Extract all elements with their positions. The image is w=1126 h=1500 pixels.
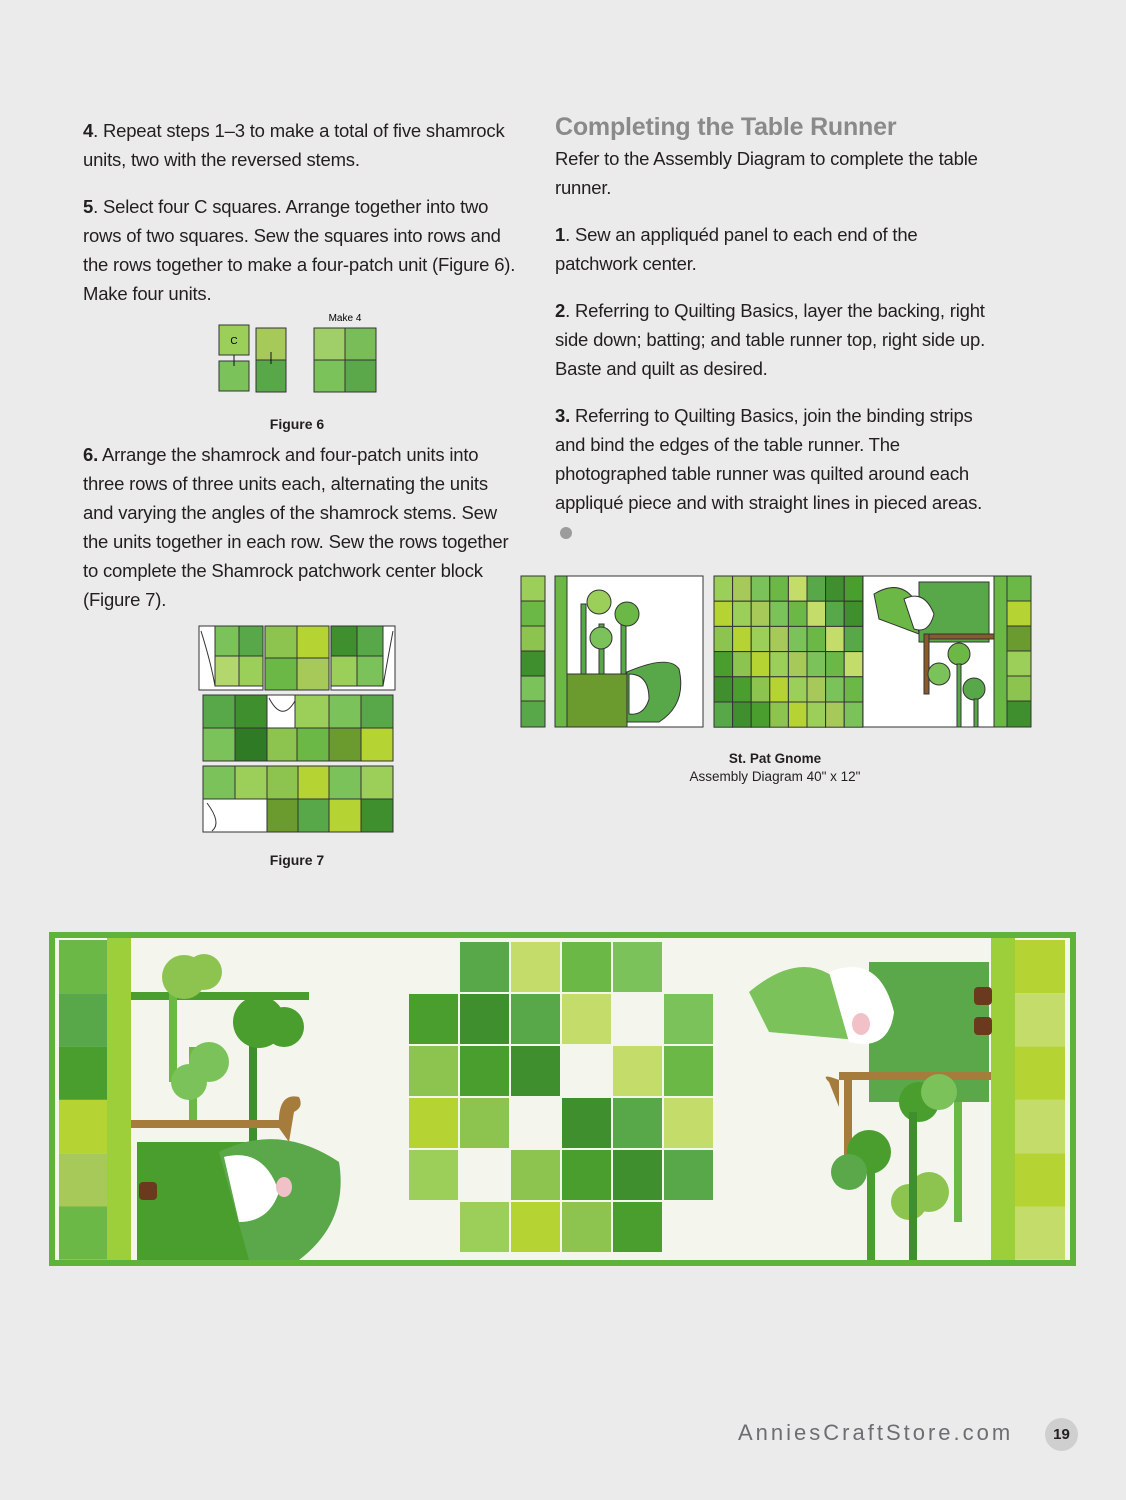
- patch-square: [511, 1046, 560, 1096]
- patch-square: [844, 677, 863, 702]
- step-text: Referring to Quilting Basics, join the binding strips and bind the edges of the table runner. The photographed table runner was quilted around each appliqué piece and with straight lines in pieced areas.: [555, 405, 983, 513]
- patch-square: [751, 677, 770, 702]
- patch-square: [826, 601, 845, 626]
- step-text: Arrange the shamrock and four-patch units into three rows of three units each, alternating the units and varying the angles of the shamrock stems. Sew the units together in each row. Sew the rows together to complete the Shamrock patchwork center block (Figure 7).: [83, 444, 509, 610]
- patch-square: [511, 942, 560, 992]
- patch-square: [788, 626, 807, 651]
- end-mark-icon: [560, 527, 572, 539]
- patch-square: [733, 626, 752, 651]
- assembly-title: St. Pat Gnome: [728, 751, 822, 766]
- patch-square: [714, 601, 733, 626]
- patch-square: [733, 652, 752, 677]
- patch-square: [409, 1150, 458, 1200]
- patch-square: [562, 1150, 611, 1200]
- table-runner-photo: [49, 932, 1076, 1266]
- border-square: [59, 993, 107, 1046]
- patch-square: [460, 994, 509, 1044]
- patch-square: [562, 994, 611, 1044]
- patch-square: [807, 702, 826, 727]
- patch-square: [664, 994, 713, 1044]
- patch-square: [664, 1098, 713, 1148]
- patch-square: [664, 1150, 713, 1200]
- border-square: [1015, 1153, 1065, 1206]
- patch-square: [788, 601, 807, 626]
- left-column-lower: [83, 440, 523, 632]
- patch-square: [562, 1098, 611, 1148]
- c-square-label: C: [230, 336, 238, 347]
- patch-square: [751, 702, 770, 727]
- patch-square: [613, 942, 662, 992]
- step-number: 1: [555, 224, 566, 245]
- patch-square: [826, 702, 845, 727]
- patch-square: [613, 1150, 662, 1200]
- patch-square: [613, 1046, 662, 1096]
- patch-square: [714, 652, 733, 677]
- patch-square: [788, 652, 807, 677]
- finish-step-1: [555, 220, 995, 278]
- patch-square: [460, 1098, 509, 1148]
- patch-square: [613, 1202, 662, 1252]
- step-4: [83, 116, 523, 174]
- patch-square: [733, 702, 752, 727]
- patch-square: [733, 576, 752, 601]
- figure-6-caption: Figure 6: [269, 416, 325, 432]
- patch-square: [714, 626, 733, 651]
- patch-square: [807, 601, 826, 626]
- patch-square: [714, 702, 733, 727]
- patch-square: [844, 702, 863, 727]
- patch-square: [770, 576, 789, 601]
- patch-square: [460, 1202, 509, 1252]
- patch-square: [751, 601, 770, 626]
- patch-square: [714, 677, 733, 702]
- step-text: . Sew an appliquéd panel to each end of the patchwork center.: [555, 224, 918, 274]
- finish-step-3: [555, 401, 995, 546]
- patch-square: [751, 626, 770, 651]
- patch-square: [511, 1150, 560, 1200]
- border-square: [1015, 993, 1065, 1046]
- figure-7: [197, 623, 402, 835]
- step-6: [83, 440, 523, 614]
- patch-square: [770, 626, 789, 651]
- patch-square: [826, 652, 845, 677]
- patch-square: [770, 677, 789, 702]
- patch-square: [664, 1046, 713, 1096]
- page-number: 19: [1045, 1418, 1078, 1451]
- make-4-label: Make 4: [328, 313, 362, 324]
- patch-square: [788, 576, 807, 601]
- border-square: [59, 1153, 107, 1206]
- patch-square: [826, 576, 845, 601]
- patch-square: [788, 677, 807, 702]
- figure-7-caption: Figure 7: [269, 852, 325, 868]
- border-square: [1015, 1100, 1065, 1153]
- patch-square: [409, 994, 458, 1044]
- patch-square: [562, 942, 611, 992]
- border-square: [1015, 1047, 1065, 1100]
- patch-square: [714, 576, 733, 601]
- border-square: [59, 1207, 107, 1260]
- patch-square: [807, 677, 826, 702]
- border-square: [1015, 940, 1065, 993]
- patch-square: [826, 677, 845, 702]
- intro-text: Refer to the Assembly Diagram to complete the table runner.: [555, 148, 978, 198]
- patch-square: [511, 994, 560, 1044]
- left-column: [83, 116, 523, 326]
- border-square: [1015, 1207, 1065, 1260]
- border-square: [59, 940, 107, 993]
- patch-square: [770, 702, 789, 727]
- step-text: . Referring to Quilting Basics, layer the backing, right side down; batting; and table runner top, right side up. Baste and quilt as desired.: [555, 300, 986, 379]
- border-square: [59, 1100, 107, 1153]
- assembly-diagram: [519, 574, 1033, 730]
- step-number: 5: [83, 196, 94, 217]
- patch-square: [770, 652, 789, 677]
- patch-square: [409, 1098, 458, 1148]
- patch-square: [733, 677, 752, 702]
- finish-step-2: [555, 296, 995, 383]
- patch-square: [460, 1046, 509, 1096]
- step-5: [83, 192, 523, 308]
- patch-square: [751, 576, 770, 601]
- patch-square: [788, 702, 807, 727]
- assembly-subtitle: Assembly Diagram 40" x 12": [689, 769, 861, 784]
- right-column: [555, 110, 995, 564]
- patch-square: [807, 576, 826, 601]
- patch-square: [844, 576, 863, 601]
- patch-square: [770, 601, 789, 626]
- border-square: [59, 1047, 107, 1100]
- patch-square: [844, 652, 863, 677]
- step-text: . Repeat steps 1–3 to make a total of five shamrock units, two with the reversed stems.: [83, 120, 505, 170]
- step-number: 3.: [555, 405, 571, 426]
- patch-square: [562, 1202, 611, 1252]
- patch-square: [733, 601, 752, 626]
- step-number: 6.: [83, 444, 99, 465]
- patch-square: [511, 1202, 560, 1252]
- assembly-caption: [620, 750, 930, 786]
- step-number: 2: [555, 300, 566, 321]
- patch-square: [751, 652, 770, 677]
- footer-url: AnniesCraftStore.com: [738, 1420, 1014, 1445]
- step-text: . Select four C squares. Arrange together into two rows of two squares. Sew the squares into rows and the rows together to make a four-patch unit (Figure 6). Make four units.: [83, 196, 516, 304]
- patch-square: [844, 601, 863, 626]
- patch-square: [460, 942, 509, 992]
- patch-square: [807, 626, 826, 651]
- patch-square: [826, 626, 845, 651]
- step-number: 4: [83, 120, 94, 141]
- patch-square: [409, 1046, 458, 1096]
- patch-square: [844, 626, 863, 651]
- patch-square: [613, 1098, 662, 1148]
- figure-6: [215, 310, 385, 400]
- section-title: Completing the Table Runner: [555, 113, 897, 141]
- patch-square: [807, 652, 826, 677]
